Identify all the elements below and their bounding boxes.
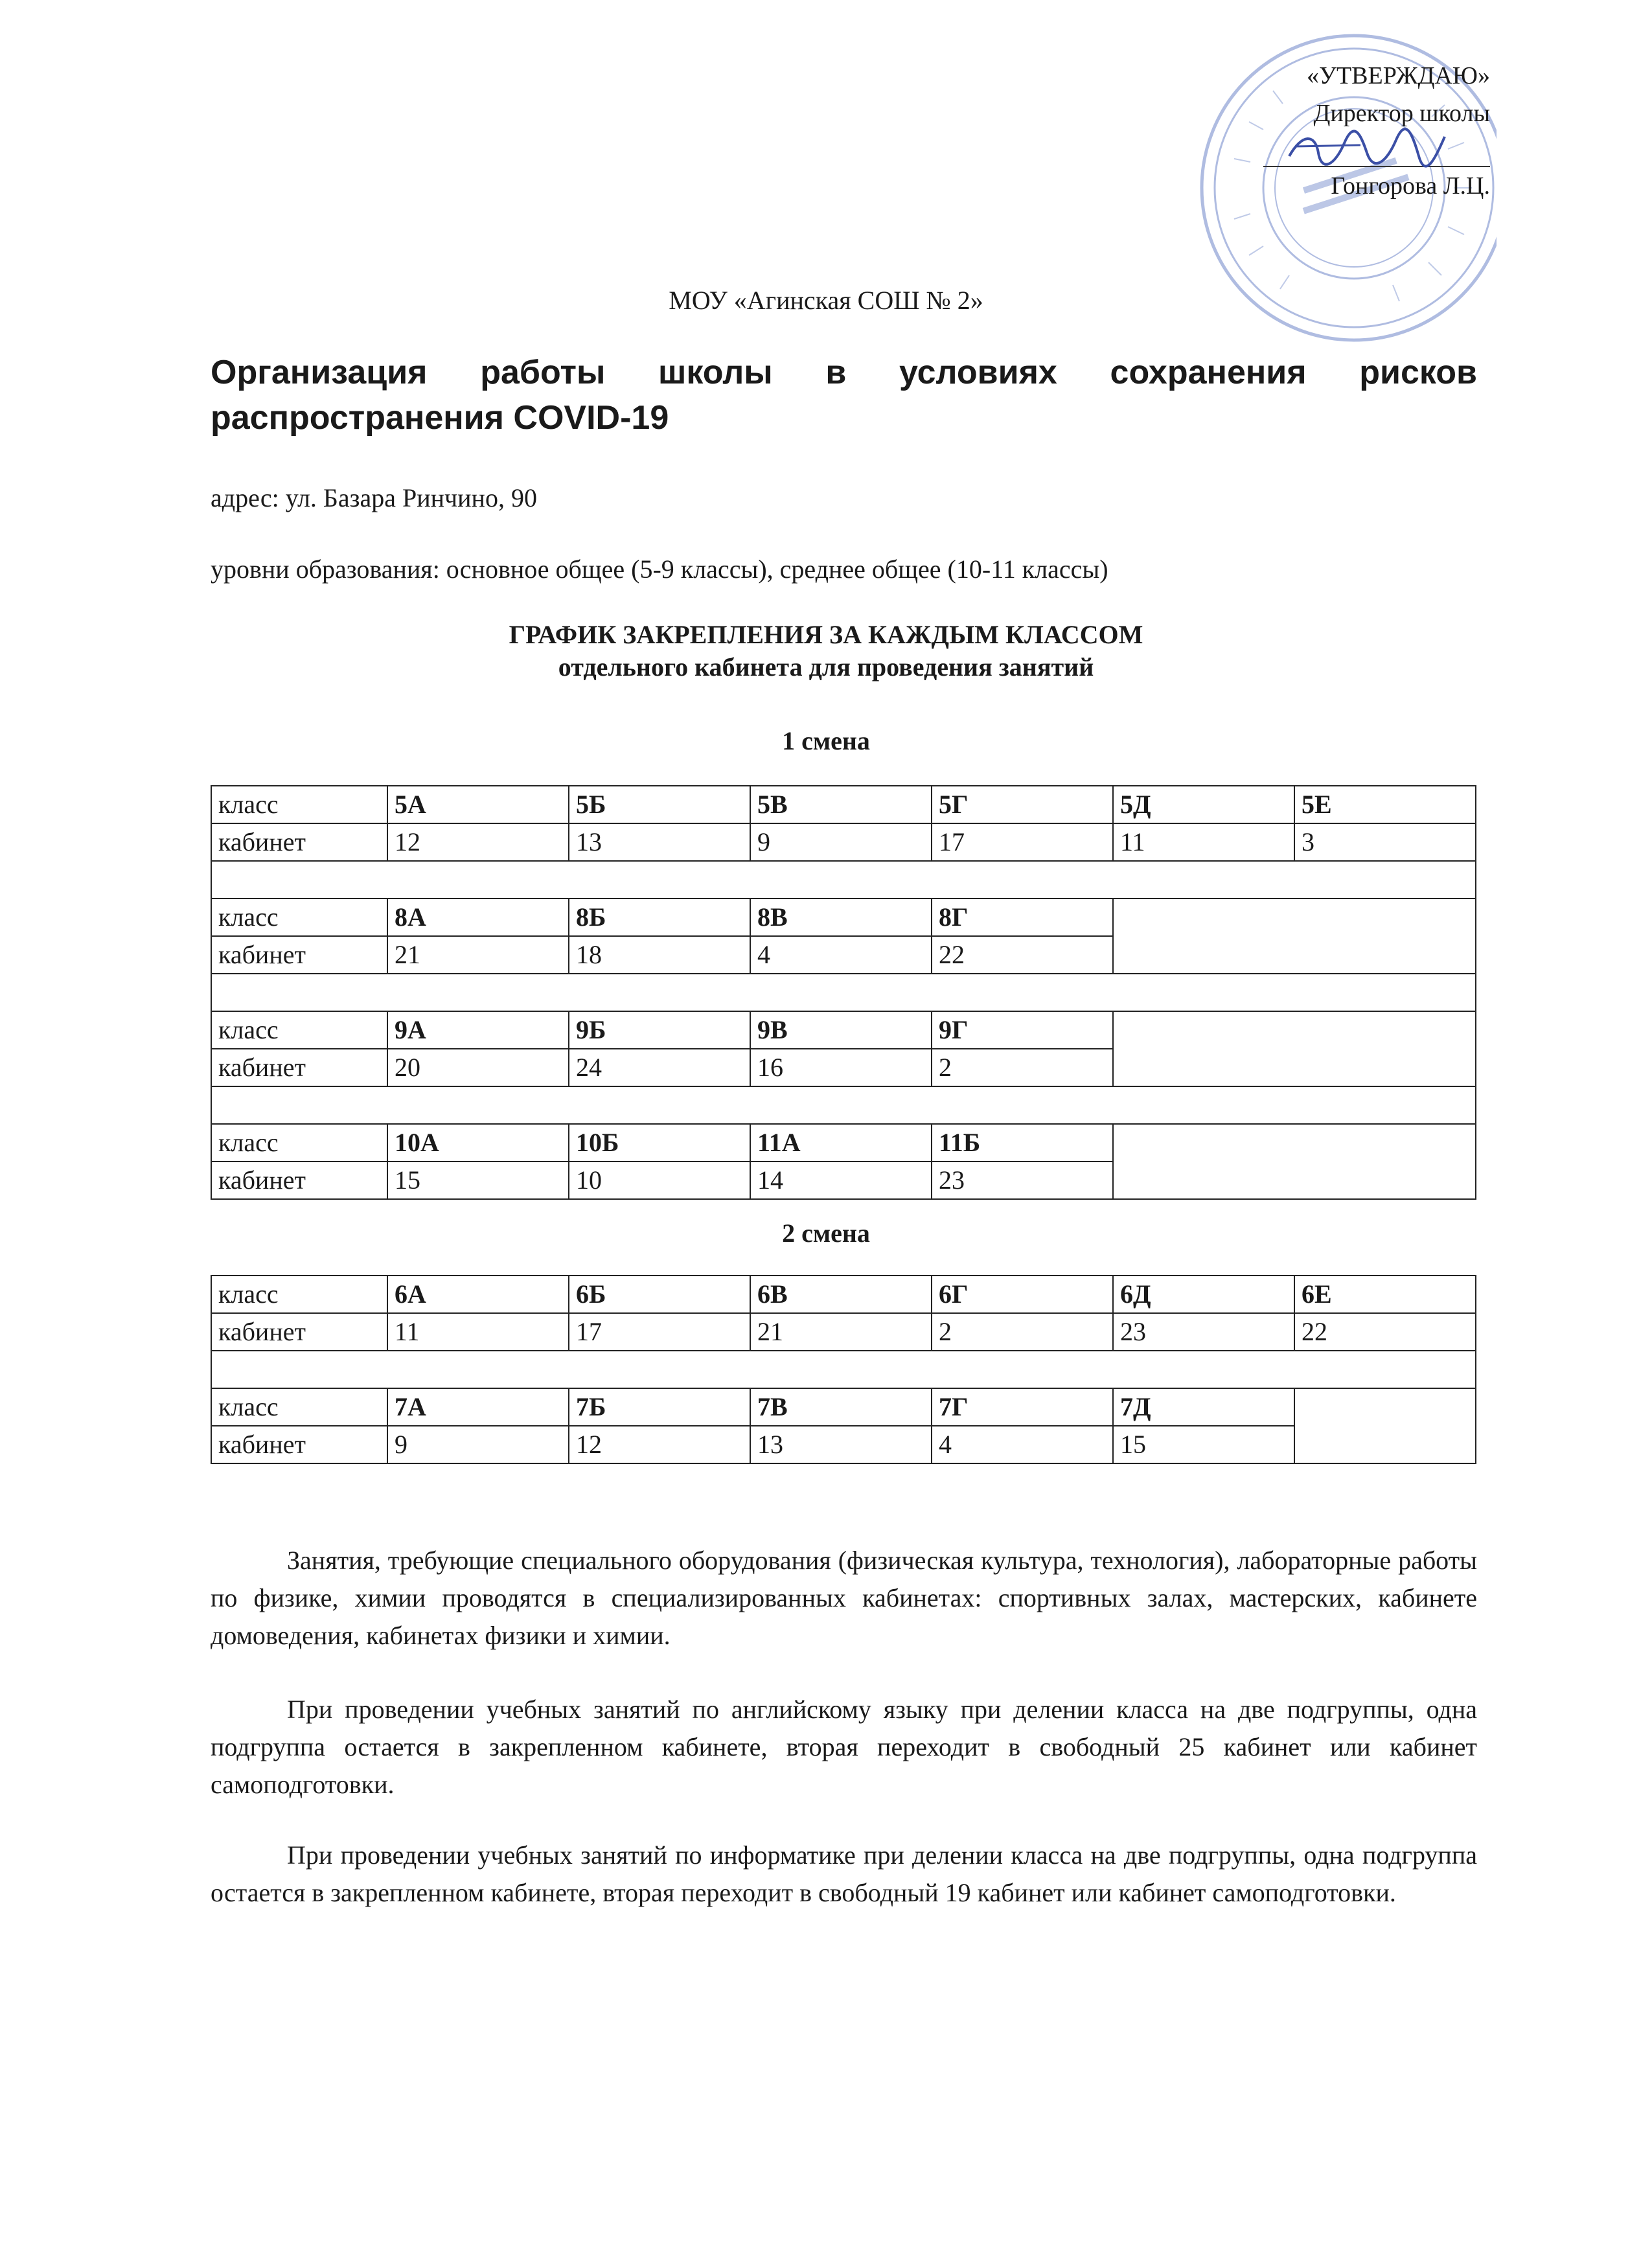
room-number-cell: 15 xyxy=(387,1162,569,1199)
room-number-cell: 15 xyxy=(1113,1426,1294,1463)
class-name-cell: 6Г xyxy=(932,1276,1113,1313)
class-name-cell: 7А xyxy=(387,1388,569,1426)
row-label-room: кабинет xyxy=(211,1162,387,1199)
class-name-cell: 7В xyxy=(750,1388,932,1426)
row-label-room: кабинет xyxy=(211,1426,387,1463)
separator-row xyxy=(211,1351,1476,1388)
room-number-cell: 17 xyxy=(932,823,1113,861)
room-row xyxy=(211,1313,1476,1351)
separator-cell xyxy=(211,974,1476,1011)
room-number-cell: 2 xyxy=(932,1313,1113,1351)
row-label-room: кабинет xyxy=(211,1049,387,1086)
empty-merged-cell xyxy=(1294,1388,1476,1463)
room-number-cell: 16 xyxy=(750,1049,932,1086)
class-row xyxy=(211,1276,1476,1313)
room-number-cell: 21 xyxy=(387,936,569,974)
room-number-cell: 11 xyxy=(387,1313,569,1351)
class-name-cell: 5В xyxy=(750,786,932,823)
class-name-cell: 6Е xyxy=(1294,1276,1476,1313)
class-name-cell: 5Е xyxy=(1294,786,1476,823)
class-name-cell: 9В xyxy=(750,1011,932,1049)
signature-icon xyxy=(1283,127,1451,172)
class-name-cell: 9А xyxy=(387,1011,569,1049)
room-number-cell: 22 xyxy=(1294,1313,1476,1351)
row-label-class: класс xyxy=(211,786,387,823)
paragraph-special-equipment: Занятия, требующие специального оборудования (физическая культура, технология), лабораторные работы по физике, химии проводятся в специализированных кабинетах: спортивных залах, мастерских, кабинете домоведения, кабинетах физики и химии. xyxy=(211,1546,1477,1650)
shift-1-label: 1 смена xyxy=(782,726,870,755)
room-number-cell: 10 xyxy=(569,1162,750,1199)
room-number-cell: 23 xyxy=(932,1162,1113,1199)
room-number-cell: 12 xyxy=(569,1426,750,1463)
room-number-cell: 13 xyxy=(750,1426,932,1463)
shift-2-table xyxy=(211,1275,1476,1464)
room-number-cell: 21 xyxy=(750,1313,932,1351)
empty-merged-cell xyxy=(1113,1011,1476,1086)
shift-1-table xyxy=(211,785,1476,1200)
class-name-cell: 8Б xyxy=(569,899,750,936)
room-number-cell: 23 xyxy=(1113,1313,1294,1351)
document-title: Организация работы школы в условиях сохранения рисков распространения COVID-19 xyxy=(211,354,1477,437)
row-label-class: класс xyxy=(211,1124,387,1162)
class-name-cell: 6А xyxy=(387,1276,569,1313)
separator-row xyxy=(211,1086,1476,1124)
class-name-cell: 7Б xyxy=(569,1388,750,1426)
school-address: адрес: ул. Базара Ринчино, 90 xyxy=(211,483,537,512)
room-row xyxy=(211,1426,1476,1463)
row-label-class: класс xyxy=(211,1011,387,1049)
schedule-title xyxy=(0,619,1652,683)
row-label-room: кабинет xyxy=(211,823,387,861)
separator-cell xyxy=(211,1351,1476,1388)
shift-2-label: 2 смена xyxy=(782,1219,870,1248)
row-label-room: кабинет xyxy=(211,1313,387,1351)
room-number-cell: 3 xyxy=(1294,823,1476,861)
separator-row xyxy=(211,974,1476,1011)
empty-merged-cell xyxy=(1113,899,1476,974)
class-name-cell: 7Д xyxy=(1113,1388,1294,1426)
class-name-cell: 5Г xyxy=(932,786,1113,823)
class-name-cell: 6В xyxy=(750,1276,932,1313)
class-name-cell: 5Б xyxy=(569,786,750,823)
schedule-title-line1: ГРАФИК ЗАКРЕПЛЕНИЯ ЗА КАЖДЫМ КЛАССОМ xyxy=(509,620,1143,649)
class-name-cell: 6Д xyxy=(1113,1276,1294,1313)
schedule-title-line2: отдельного кабинета для проведения занятий xyxy=(558,652,1094,682)
separator-row xyxy=(211,861,1476,899)
row-label-class: класс xyxy=(211,1276,387,1313)
class-row xyxy=(211,1124,1476,1162)
row-label-class: класс xyxy=(211,1388,387,1426)
room-number-cell: 20 xyxy=(387,1049,569,1086)
room-number-cell: 22 xyxy=(932,936,1113,974)
class-row xyxy=(211,1011,1476,1049)
room-number-cell: 4 xyxy=(932,1426,1113,1463)
approval-position: Директор школы xyxy=(1313,100,1490,127)
room-number-cell: 9 xyxy=(387,1426,569,1463)
signature-line xyxy=(1263,132,1490,167)
class-name-cell: 5Д xyxy=(1113,786,1294,823)
room-number-cell: 9 xyxy=(750,823,932,861)
class-name-cell: 10А xyxy=(387,1124,569,1162)
class-name-cell: 9Г xyxy=(932,1011,1113,1049)
paragraph-informatics-subgroups: При проведении учебных занятий по информатике при делении класса на две подгруппы, одна подгруппа остается в закрепленном кабинете, вторая переходит в свободный 19 кабинет или кабинет самоподготовки. xyxy=(211,1840,1477,1907)
education-levels: уровни образования: основное общее (5-9 классы), среднее общее (10-11 классы) xyxy=(211,555,1108,584)
approval-name: Гонгорова Л.Ц. xyxy=(1331,172,1490,200)
class-name-cell: 11А xyxy=(750,1124,932,1162)
separator-cell xyxy=(211,861,1476,899)
room-number-cell: 14 xyxy=(750,1162,932,1199)
room-number-cell: 17 xyxy=(569,1313,750,1351)
class-name-cell: 5А xyxy=(387,786,569,823)
class-name-cell: 7Г xyxy=(932,1388,1113,1426)
room-number-cell: 2 xyxy=(932,1049,1113,1086)
room-number-cell: 13 xyxy=(569,823,750,861)
class-row xyxy=(211,1388,1476,1426)
approval-heading: «УТВЕРЖДАЮ» xyxy=(1307,62,1490,89)
class-row xyxy=(211,786,1476,823)
class-name-cell: 8В xyxy=(750,899,932,936)
approval-block xyxy=(1244,57,1490,205)
class-name-cell: 8Г xyxy=(932,899,1113,936)
class-name-cell: 10Б xyxy=(569,1124,750,1162)
paragraph-english-subgroups: При проведении учебных занятий по английскому языку при делении класса на две подгруппы, одна подгруппа остается в закрепленном кабинете, вторая переходит в свободный 25 кабинет или кабинет самоподготовки. xyxy=(211,1695,1477,1799)
class-name-cell: 8А xyxy=(387,899,569,936)
room-number-cell: 11 xyxy=(1113,823,1294,861)
class-name-cell: 6Б xyxy=(569,1276,750,1313)
room-number-cell: 12 xyxy=(387,823,569,861)
class-name-cell: 9Б xyxy=(569,1011,750,1049)
separator-cell xyxy=(211,1086,1476,1124)
room-row xyxy=(211,823,1476,861)
class-name-cell: 11Б xyxy=(932,1124,1113,1162)
school-name: МОУ «Агинская СОШ № 2» xyxy=(669,286,983,315)
room-number-cell: 18 xyxy=(569,936,750,974)
room-number-cell: 4 xyxy=(750,936,932,974)
row-label-class: класс xyxy=(211,899,387,936)
empty-merged-cell xyxy=(1113,1124,1476,1199)
class-row xyxy=(211,899,1476,936)
row-label-room: кабинет xyxy=(211,936,387,974)
room-number-cell: 24 xyxy=(569,1049,750,1086)
